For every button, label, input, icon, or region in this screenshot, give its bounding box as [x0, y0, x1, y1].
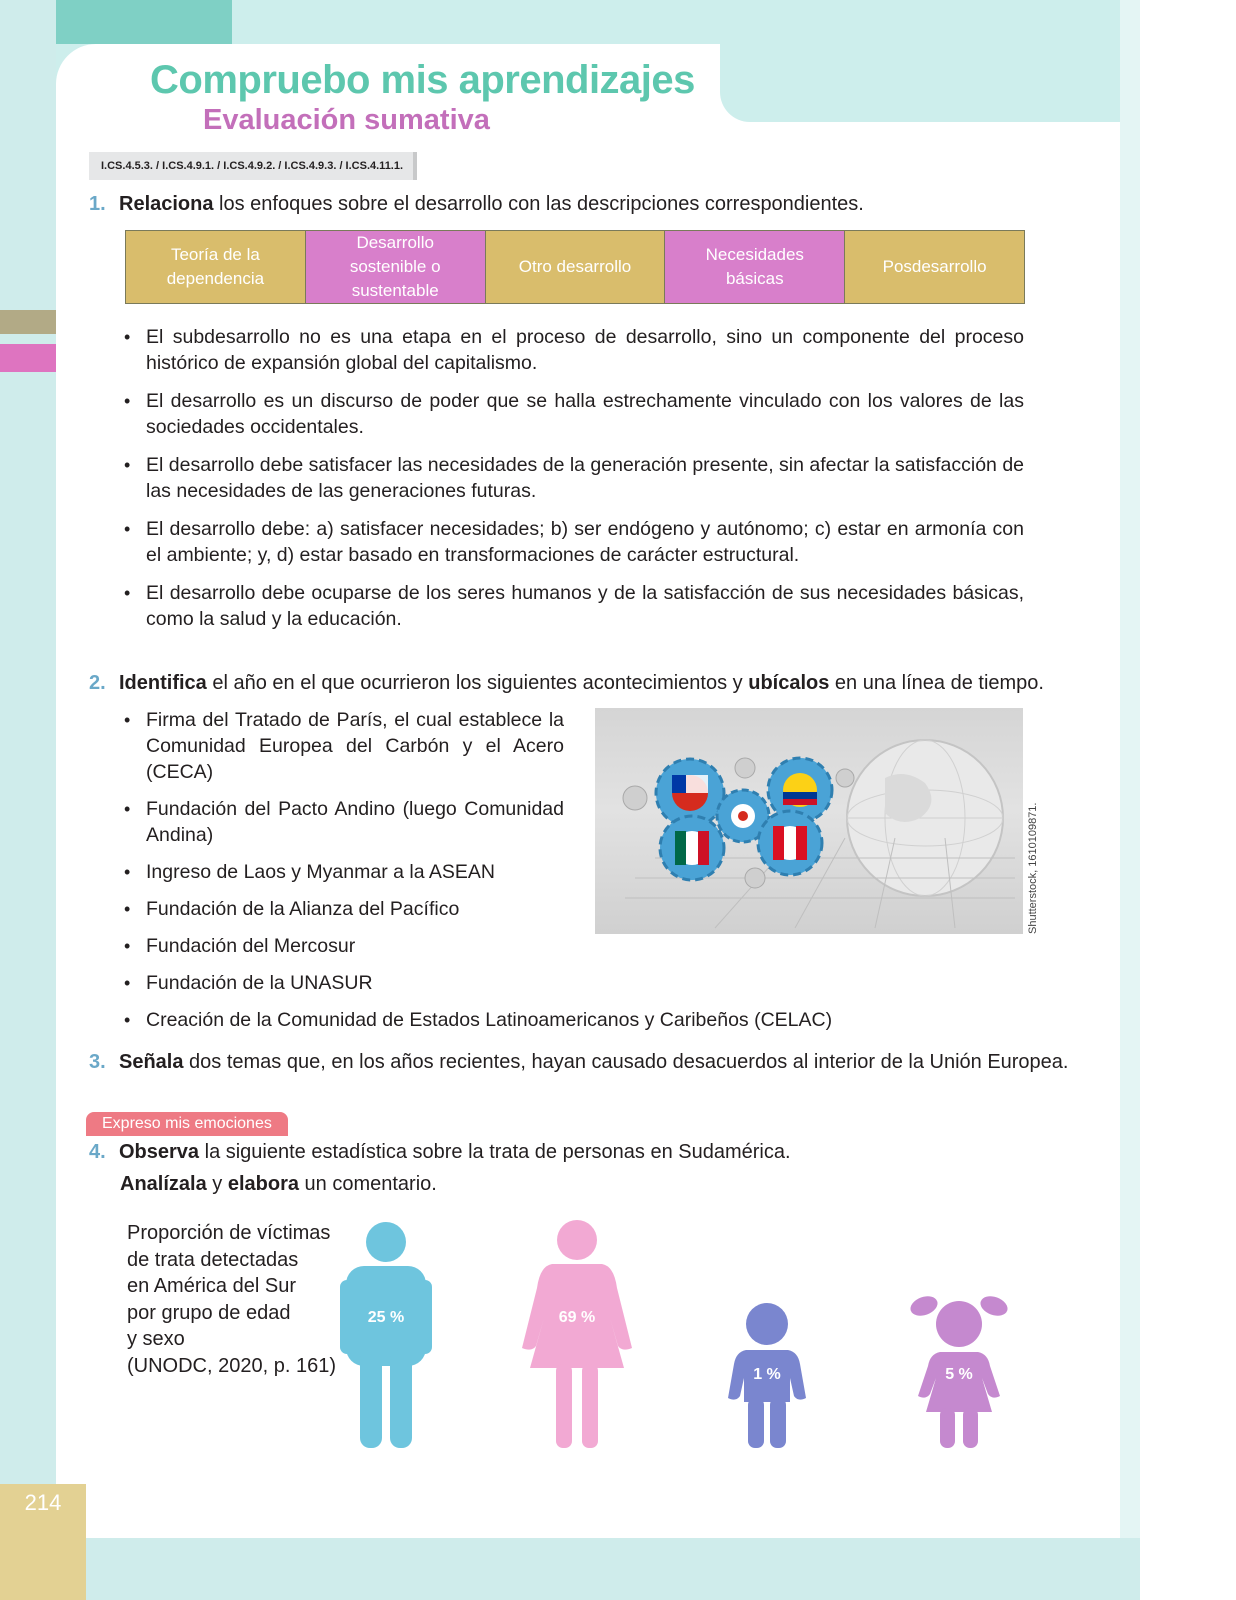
left-marker-olive [0, 310, 56, 334]
infographic-title-line: (UNODC, 2020, p. 161) [127, 1354, 336, 1377]
concept-line: básicas [725, 269, 784, 288]
question-4-text: un comentario. [298, 1173, 437, 1195]
emotions-badge: Expreso mis emociones [86, 1112, 288, 1136]
question-4-verb: Observa [119, 1141, 200, 1163]
list-item: • El desarrollo debe: a) satisfacer necesidades; b) ser endógeno y autónomo; c) estar en armonía con el ambiente; y, d) estar basado en transformaciones de carácter estructural. [124, 516, 1024, 568]
concept-line: Necesidades [705, 245, 804, 264]
girl-percentage: 5 % [945, 1366, 973, 1383]
gears-illustration [595, 708, 1023, 934]
list-item: • Fundación del Pacto Andino (luego Comunidad Andina) [124, 796, 564, 848]
question-2-number: 2. [89, 672, 106, 694]
question-1-list [124, 324, 1024, 632]
man-figure-icon [340, 1220, 432, 1450]
list-item: • Ingreso de Laos y Myanmar a la ASEAN [124, 859, 564, 885]
right-band [1120, 0, 1140, 1600]
question-3-text: dos temas que, en los años recientes, hayan causado desacuerdos al interior de la Unión Europea. [183, 1051, 1069, 1073]
criteria-codes: I.CS.4.5.3. / I.CS.4.9.1. / I.CS.4.9.2. / I.CS.4.9.3. / I.CS.4.11.1. [89, 152, 417, 180]
list-item: • El desarrollo es un discurso de poder que se halla estrechamente vinculado con los valores de las sociedades occidentales. [124, 388, 1024, 440]
concept-cell [486, 231, 666, 303]
woman-percentage: 69 % [558, 1309, 596, 1326]
list-item: • Fundación de la Alianza del Pacífico [124, 896, 564, 922]
question-3-verb: Señala [119, 1051, 184, 1073]
concept-cell [665, 231, 845, 303]
gears-flags-photo [595, 708, 1023, 934]
left-marker-pink [0, 344, 56, 372]
concepts-table [125, 230, 1025, 304]
infographic-title-line: por grupo de edad [127, 1301, 291, 1324]
question-1 [89, 191, 864, 217]
concept-line: Desarrollo [356, 233, 434, 252]
concept-cell [126, 231, 306, 303]
header-notch [720, 44, 1120, 122]
infographic-title-line: de trata detectadas [127, 1248, 299, 1271]
list-item: • Fundación del Mercosur [124, 933, 564, 959]
concept-line: Otro desarrollo [518, 257, 632, 276]
question-4 [89, 1139, 791, 1165]
question-1-verb: Relaciona [119, 193, 214, 215]
list-item: • El subdesarrollo no es una etapa en el proceso de desarrollo, sino un componente del proceso histórico de expansión global del capitalismo. [124, 324, 1024, 376]
question-2-text: el año en el que ocurrieron los siguientes acontecimientos y [206, 672, 749, 694]
left-band [0, 0, 56, 1600]
photo-credit: Shutterstock, 1610109871. [1027, 802, 1039, 934]
bottom-band [0, 1538, 1140, 1600]
list-item: • Creación de la Comunidad de Estados Latinoamericanos y Caribeños (CELAC) [124, 1007, 564, 1033]
infographic-title-line: Proporción de víctimas [127, 1222, 331, 1244]
question-4-verb: Analízala [120, 1173, 207, 1195]
woman-figure-icon [522, 1218, 632, 1450]
man-percentage: 25 % [367, 1309, 405, 1326]
question-4-line-2 [120, 1171, 437, 1197]
question-4-text: y [206, 1173, 228, 1195]
infographic-title-line: y sexo [127, 1328, 185, 1350]
concept-line: dependencia [166, 269, 265, 288]
concept-line: Posdesarrollo [882, 257, 987, 276]
concept-cell [845, 231, 1024, 303]
list-item: • Firma del Tratado de París, el cual establece la Comunidad Europea del Carbón y el Acero (CECA) [124, 707, 564, 785]
list-item: • El desarrollo debe satisfacer las necesidades de la generación presente, sin afectar la satisfacción de las necesidades de las generaciones futuras. [124, 452, 1024, 504]
question-4-verb: elabora [227, 1173, 299, 1195]
question-2-verb: Identifica [119, 672, 207, 694]
concept-line: sostenible o [349, 257, 441, 276]
concept-line: sustentable [351, 281, 439, 300]
list-item: • El desarrollo debe ocuparse de los seres humanos y de la satisfacción de sus necesidades básicas, como la salud y la educación. [124, 580, 1024, 632]
question-1-text: los enfoques sobre el desarrollo con las descripciones correspondientes. [213, 193, 864, 215]
question-4-number: 4. [89, 1141, 106, 1163]
infographic-title-line: en América del Sur [127, 1275, 296, 1297]
list-item: • Fundación de la UNASUR [124, 970, 564, 996]
question-3-number: 3. [89, 1051, 106, 1073]
concept-cell [306, 231, 486, 303]
question-1-number: 1. [89, 193, 106, 215]
page-subtitle: Evaluación sumativa [203, 104, 490, 136]
question-3 [89, 1049, 1068, 1075]
question-2-verb: ubícalos [748, 672, 830, 694]
question-4-text: la siguiente estadística sobre la trata de personas en Sudamérica. [199, 1141, 791, 1163]
concept-line: Teoría de la [170, 245, 260, 264]
question-2-text: en una línea de tiempo. [829, 672, 1044, 694]
page-number: 214 [24, 1490, 62, 1515]
page-title: Compruebo mis aprendizajes [150, 58, 695, 102]
infographic-title [127, 1220, 336, 1379]
boy-percentage: 1 % [753, 1366, 781, 1383]
question-2-list [124, 707, 833, 1033]
question-2 [89, 670, 1044, 696]
